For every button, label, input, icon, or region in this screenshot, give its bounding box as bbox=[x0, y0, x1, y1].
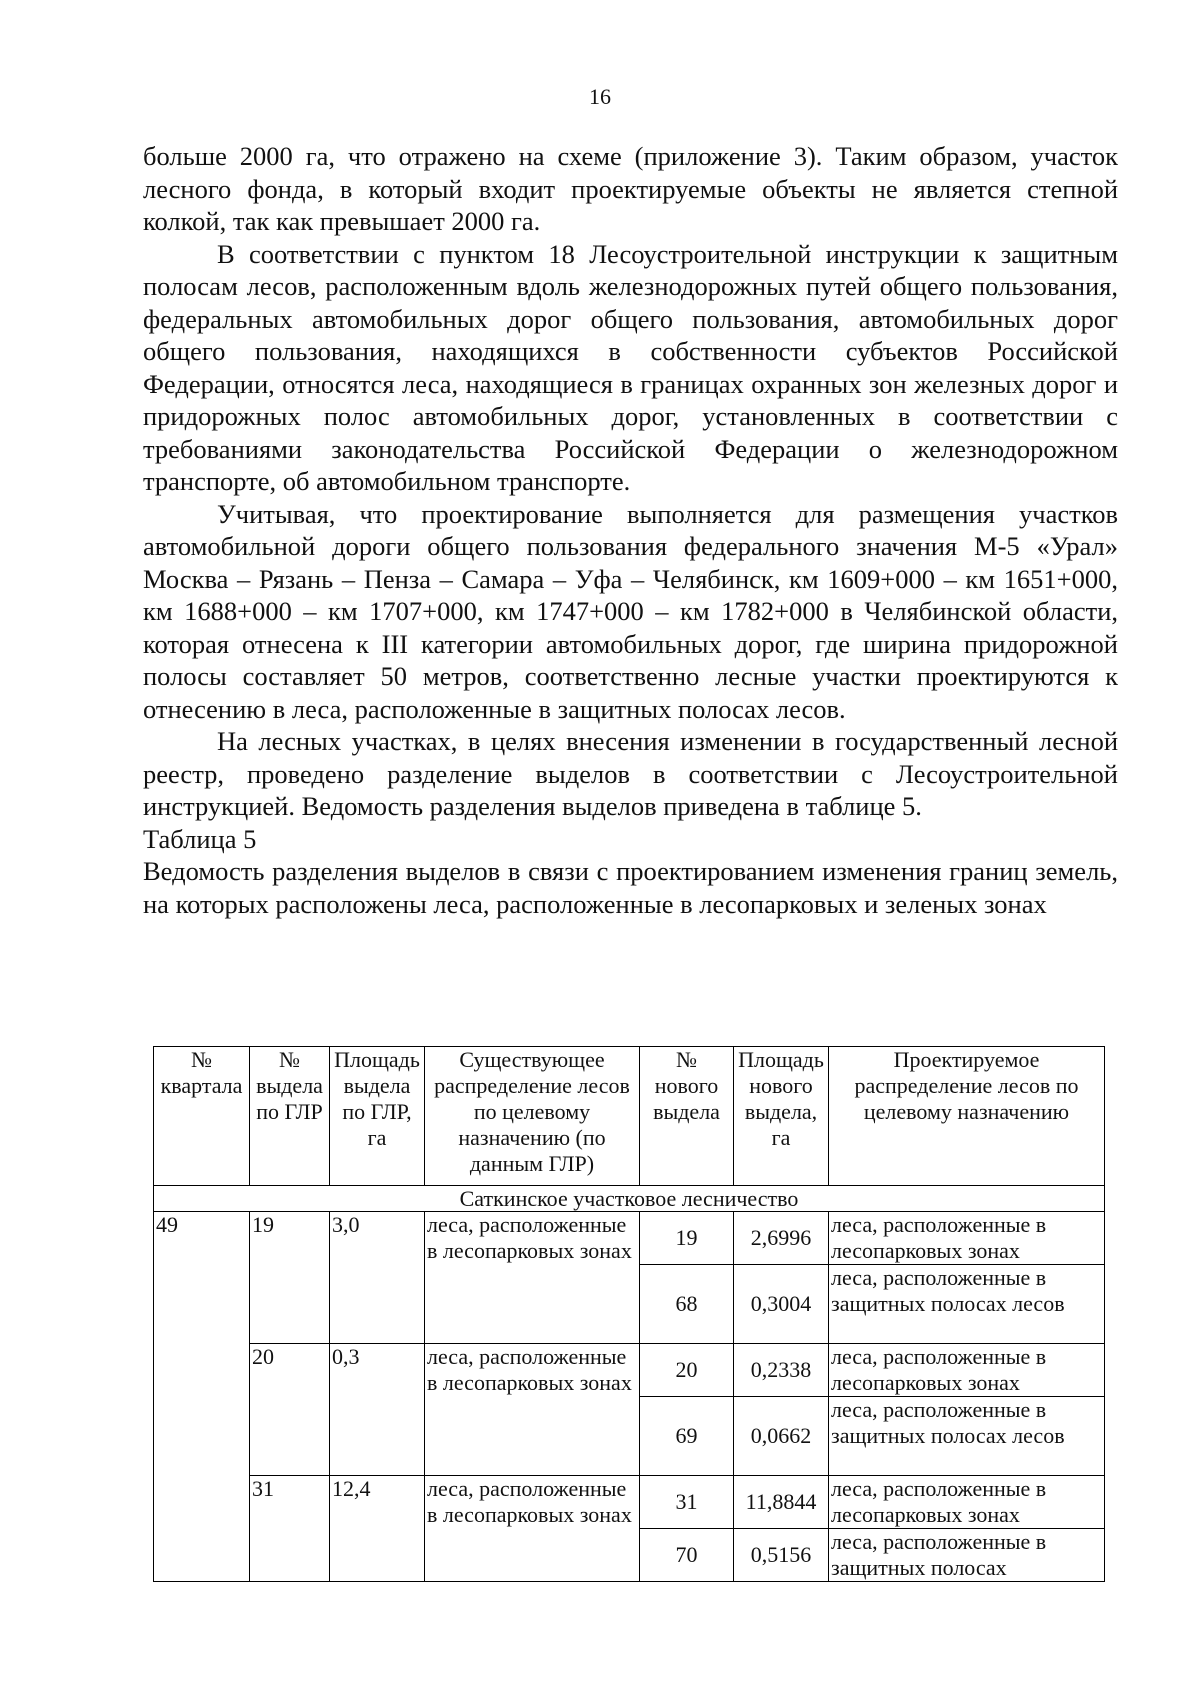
new-area-cell: 0,3004 bbox=[734, 1265, 829, 1344]
table-row bbox=[154, 1476, 1105, 1529]
paragraph: На лесных участках, в целях внесения изменении в государственный лесной реестр, проведено разделение выделов в соответствии с Лесоустроительной инструкцией. Ведомость разделения выделов приведена в таблице 5. bbox=[143, 726, 1118, 821]
area-cell: 12,4 bbox=[330, 1476, 425, 1582]
new-vydel-cell: 69 bbox=[640, 1397, 734, 1476]
new-vydel-cell: 70 bbox=[640, 1529, 734, 1582]
header-cell: № выдела по ГЛР bbox=[250, 1047, 330, 1186]
division-table bbox=[153, 1046, 1105, 1582]
table-row bbox=[154, 1212, 1105, 1265]
new-vydel-cell: 19 bbox=[640, 1212, 734, 1265]
vydel-cell: 31 bbox=[250, 1476, 330, 1582]
table-header-row bbox=[154, 1047, 1105, 1186]
area-cell: 3,0 bbox=[330, 1212, 425, 1344]
header-cell: Площадь нового выдела, га bbox=[734, 1047, 829, 1186]
projected-cell: леса, расположенные в лесопарковых зонах bbox=[829, 1476, 1105, 1529]
projected-cell: леса, расположенные в защитных полосах bbox=[829, 1529, 1105, 1582]
new-area-cell: 11,8844 bbox=[734, 1476, 829, 1529]
section-row bbox=[154, 1186, 1105, 1212]
projected-cell: леса, расположенные в лесопарковых зонах bbox=[829, 1344, 1105, 1397]
new-area-cell: 0,2338 bbox=[734, 1344, 829, 1397]
new-area-cell: 0,5156 bbox=[734, 1529, 829, 1582]
header-cell: № квартала bbox=[154, 1047, 250, 1186]
header-cell: Площадь выдела по ГЛР, га bbox=[330, 1047, 425, 1186]
existing-cell: леса, расположенные в лесопарковых зонах bbox=[425, 1212, 640, 1344]
paragraph: больше 2000 га, что отражено на схеме (приложение 3). Таким образом, участок лесного фонда, в который входит проектируемые объекты не является степной колкой, так как превышает 2000 га. bbox=[143, 141, 1118, 236]
table-label: Таблица 5 bbox=[143, 823, 257, 854]
header-cell: Существующее распределение лесов по целевому назначению (по данным ГЛР) bbox=[425, 1047, 640, 1186]
table-row bbox=[154, 1344, 1105, 1397]
new-vydel-cell: 31 bbox=[640, 1476, 734, 1529]
projected-cell: леса, расположенные в лесопарковых зонах bbox=[829, 1212, 1105, 1265]
vydel-cell: 20 bbox=[250, 1344, 330, 1476]
section-title: Саткинское участковое лесничество bbox=[154, 1186, 1105, 1212]
new-area-cell: 0,0662 bbox=[734, 1397, 829, 1476]
quarter-cell: 49 bbox=[154, 1212, 250, 1582]
area-cell: 0,3 bbox=[330, 1344, 425, 1476]
existing-cell: леса, расположенные в лесопарковых зонах bbox=[425, 1344, 640, 1476]
table-caption: Ведомость разделения выделов в связи с проектированием изменения границ земель, на которых расположены леса, расположенные в лесопарковых и зеленых зонах bbox=[143, 856, 1118, 919]
body-text bbox=[143, 140, 1118, 920]
paragraph: В соответствии с пунктом 18 Лесоустроительной инструкции к защитным полосам лесов, расположенным вдоль железнодорожных путей общего пользования, федеральных автомобильных дорог общего пользования, автомобильных дорог общего пользования, находящихся в собственности субъектов Российской Федерации, относятся леса, находящиеся в границах охранных зон железных дорог и придорожных полос автомобильных дорог, установленных в соответствии с требованиями законодательства Российской Федерации о железнодорожном транспорте, об автомобильном транспорте. bbox=[143, 238, 1118, 496]
vydel-cell: 19 bbox=[250, 1212, 330, 1344]
new-area-cell: 2,6996 bbox=[734, 1212, 829, 1265]
projected-cell: леса, расположенные в защитных полосах лесов bbox=[829, 1397, 1105, 1476]
new-vydel-cell: 20 bbox=[640, 1344, 734, 1397]
projected-cell: леса, расположенные в защитных полосах лесов bbox=[829, 1265, 1105, 1344]
header-cell: № нового выдела bbox=[640, 1047, 734, 1186]
page-number: 16 bbox=[589, 84, 611, 109]
existing-cell: леса, расположенные в лесопарковых зонах bbox=[425, 1476, 640, 1582]
new-vydel-cell: 68 bbox=[640, 1265, 734, 1344]
paragraph: Учитывая, что проектирование выполняется для размещения участков автомобильной дороги общего пользования федерального значения М-5 «Урал» Москва – Рязань – Пенза – Самара – Уфа – Челябинск, км 1609+000 – км 1651+000, км 1688+000 – км 1707+000, км 1747+000 – км 1782+000 в Челябинской области, которая отнесена к III категории автомобильных дорог, где ширина придорожной полосы составляет 50 метров, соответственно лесные участки проектируются к отнесению в леса, расположенные в защитных полосах лесов. bbox=[143, 498, 1118, 724]
header-cell: Проектируемое распределение лесов по целевому назначению bbox=[829, 1047, 1105, 1186]
